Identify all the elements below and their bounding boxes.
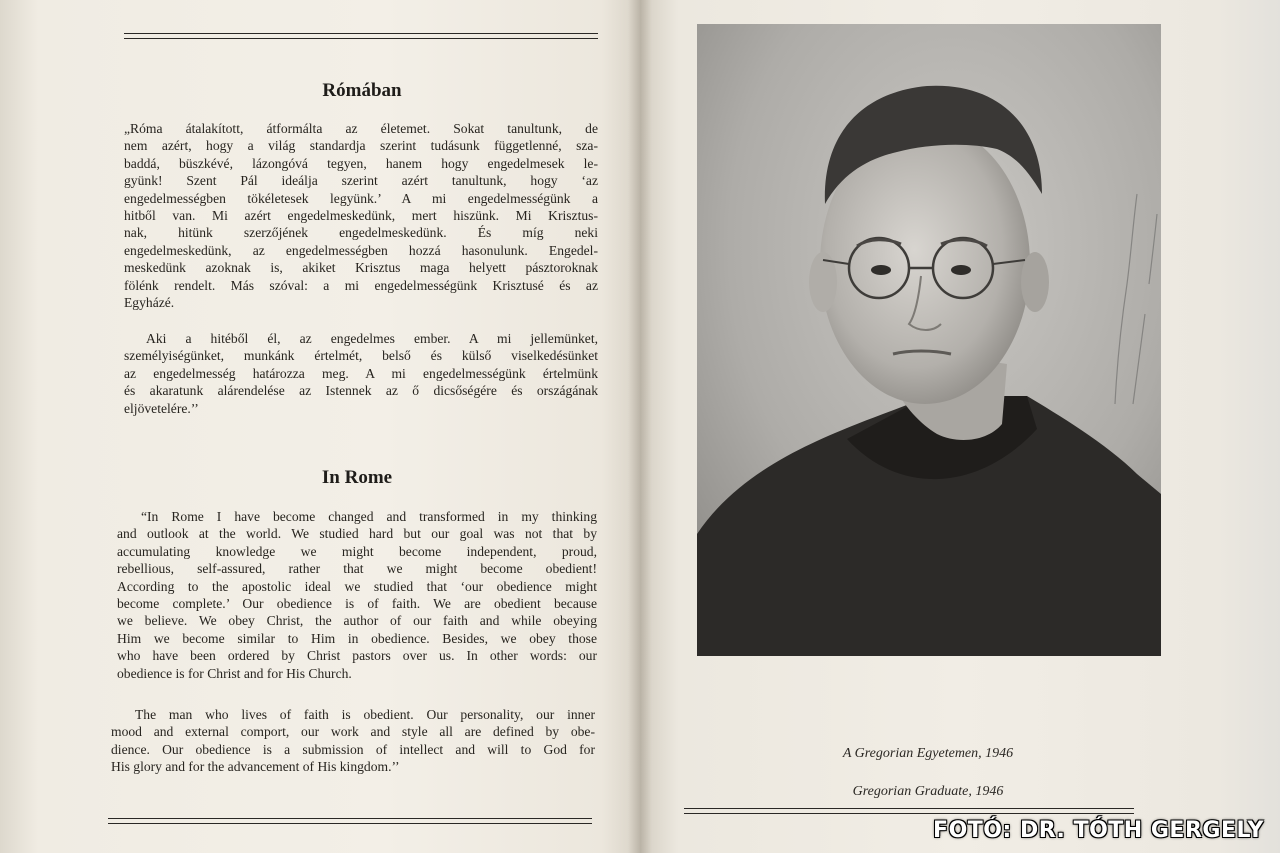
text-line: hitből van. Mi azért engedelmeskedünk, mert hiszünk. Mi Krisztus-: [124, 208, 598, 224]
text-line: meskedünk azoknak is, akiket Krisztus maga helyett pásztoroknak: [124, 260, 598, 276]
text-line: nem azért, hogy a világ standardja szerint tudásunk függetlenné, sza-: [124, 138, 598, 154]
text-line: His glory and for the advancement of His kingdom.’’: [111, 759, 400, 775]
text-line: eljövetelére.’’: [124, 400, 199, 416]
text-line: nak, hitünk szerzőjének engedelmeskedünk. És míg neki: [124, 225, 598, 241]
text-line: és akaratunk alárendelése az Istennek az ő dicsőségére és országának: [124, 383, 598, 399]
portrait-image: [697, 24, 1161, 656]
text-line: According to the apostolic ideal we studied that ‘our obedience might: [117, 578, 597, 594]
text-line: az engedelmesség határozza meg. A mi engedelmességünk értelmünk: [124, 365, 598, 381]
english-heading: In Rome: [321, 467, 393, 488]
text-line: dience. Our obedience is a submission of intellect and will to God for: [111, 741, 595, 757]
text-line: baddá, büszkévé, lázongóvá tegyen, hanem hogy engedelmesek le-: [124, 155, 598, 171]
hungarian-heading: Rómában: [322, 80, 402, 101]
book-gutter: [628, 0, 652, 853]
text-line: we believe. We obey Christ, the author of our faith and while obeying: [117, 613, 597, 629]
hungarian-paragraph-2: [124, 330, 598, 417]
text-line: accumulating knowledge we might become independent, proud,: [117, 543, 597, 559]
english-paragraph-1: [117, 508, 597, 682]
top-double-rule: [124, 33, 598, 39]
text-line: and outlook at the world. We studied hard but our goal was not that by: [117, 526, 597, 542]
text-line: Egyházé.: [124, 295, 175, 311]
bottom-double-rule-left: [108, 818, 592, 824]
text-line: “In Rome I have become changed and transformed in my thinking: [141, 509, 597, 524]
text-line: fölénk rendelt. Más szóval: a mi engedelmességünk Krisztusé és az: [124, 277, 598, 293]
hungarian-paragraph-1: [124, 120, 598, 311]
text-line: Aki a hitéből él, az engedelmes ember. A mi jellemünket,: [146, 331, 598, 346]
bottom-double-rule-right: [684, 808, 1134, 814]
text-line: rebellious, self-assured, rather that we might become obedient!: [117, 561, 597, 577]
english-paragraph-2: [111, 706, 595, 776]
text-line: The man who lives of faith is obedient. Our personality, our inner: [135, 707, 595, 722]
text-line: Him we become similar to Him in obedience. Besides, we obey those: [117, 630, 597, 646]
caption-hungarian: A Gregorian Egyetemen, 1946: [842, 746, 1014, 761]
text-line: gyünk! Szent Pál ideálja szerint azért tanultunk, hogy ‘az: [124, 173, 598, 189]
caption-english: Gregorian Graduate, 1946: [852, 784, 1004, 799]
text-line: személyiségünket, munkánk értelmét, belső és külső viselkedésünket: [124, 348, 598, 364]
text-line: who have been ordered by Christ pastors over us. In other words: our: [117, 648, 597, 664]
text-line: engedelmeskedünk, az engedelmességben hozzá hasonulunk. Engedel-: [124, 242, 598, 258]
text-line: „Róma átalakított, átformálta az életemet. Sokat tanultunk, de: [124, 121, 598, 136]
text-line: become complete.’ Our obedience is of faith. We are obedient because: [117, 596, 597, 612]
photo-credit-watermark: FOTÓ: DR. TÓTH GERGELY: [933, 818, 1264, 843]
text-line: mood and external comport, our work and style all are defined by obe-: [111, 724, 595, 740]
portrait-photo: [697, 24, 1161, 656]
text-line: engedelmességben tökéletesek legyünk.’ A mi engedelmességünk a: [124, 190, 598, 206]
text-line: obedience is for Christ and for His Church.: [117, 665, 352, 681]
